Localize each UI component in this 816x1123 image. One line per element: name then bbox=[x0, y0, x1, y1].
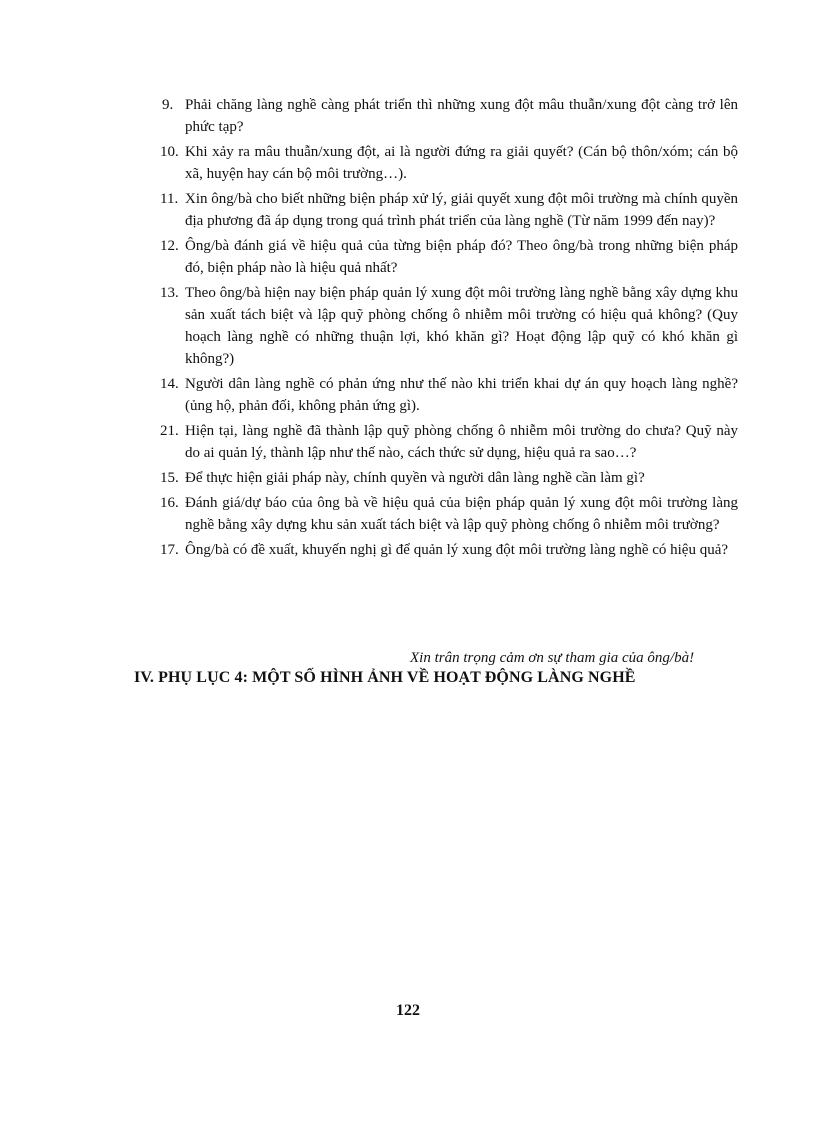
closing-thanks: Xin trân trọng cảm ơn sự tham gia của ông/bà! bbox=[410, 650, 695, 666]
question-text: Khi xảy ra mâu thuẫn/xung đột, ai là người đứng ra giải quyết? (Cán bộ thôn/xóm; cán bộ xã, huyện hay cán bộ môi trường…). bbox=[185, 144, 738, 182]
question-number: 10. bbox=[160, 144, 179, 160]
question-text: Xin ông/bà cho biết những biện pháp xử lý, giải quyết xung đột môi trường mà chính quyền địa phương đã áp dụng trong quá trình phát triển của làng nghề (Từ năm 1999 đến nay)? bbox=[185, 191, 738, 229]
question-text: Người dân làng nghề có phản ứng như thế nào khi triển khai dự án quy hoạch làng nghề? (ủng hộ, phản đối, không phản ứng gì). bbox=[185, 376, 738, 414]
question-number: 12. bbox=[160, 238, 179, 254]
question-item bbox=[160, 188, 738, 232]
question-number: 11. bbox=[160, 191, 179, 207]
question-text: Phải chăng làng nghề càng phát triển thì những xung đột mâu thuẫn/xung đột càng trở lên phức tạp? bbox=[185, 97, 738, 135]
question-item bbox=[160, 235, 738, 279]
question-item bbox=[160, 420, 738, 464]
question-number: 17. bbox=[160, 542, 179, 558]
question-item bbox=[160, 373, 738, 417]
page-number: 122 bbox=[396, 1002, 420, 1019]
question-text: Hiện tại, làng nghề đã thành lập quỹ phòng chống ô nhiễm môi trường do chưa? Quỹ này do ai quản lý, thành lập như thế nào, cách thức sử dụng, hiệu quả ra sao…? bbox=[185, 423, 738, 461]
question-number: 14. bbox=[160, 376, 179, 392]
question-text: Theo ông/bà hiện nay biện pháp quản lý xung đột môi trường làng nghề bằng xây dựng khu sản xuất tách biệt và lập quỹ phòng chống ô nhiễm môi trường có hiệu quả không? (Quy hoạch làng nghề có những thuận lợi, khó khăn gì? Hoạt động lập quỹ có khó khăn gì không?) bbox=[185, 285, 738, 367]
question-list bbox=[160, 94, 738, 564]
question-text: Ông/bà có đề xuất, khuyến nghị gì để quản lý xung đột môi trường làng nghề có hiệu quả? bbox=[185, 542, 729, 558]
question-text: Đánh giá/dự báo của ông bà về hiệu quả của biện pháp quản lý xung đột môi trường làng nghề bằng xây dựng khu sản xuất tách biệt và lập quỹ phòng chống ô nhiễm môi trường? bbox=[185, 495, 738, 533]
question-number: 9. bbox=[162, 97, 174, 113]
question-item bbox=[160, 492, 738, 536]
question-text: Ông/bà đánh giá về hiệu quả của từng biện pháp đó? Theo ông/bà trong những biện pháp đó, biện pháp nào là hiệu quả nhất? bbox=[185, 238, 738, 276]
question-text: Để thực hiện giải pháp này, chính quyền và người dân làng nghề cần làm gì? bbox=[185, 470, 645, 486]
question-item bbox=[160, 467, 738, 489]
question-item bbox=[160, 282, 738, 370]
question-number: 16. bbox=[160, 495, 179, 511]
question-item bbox=[160, 94, 738, 138]
appendix-heading: IV. PHỤ LỤC 4: MỘT SỐ HÌNH ẢNH VỀ HOẠT ĐỘNG LÀNG NGHỀ bbox=[134, 669, 636, 686]
question-number: 13. bbox=[160, 285, 179, 301]
question-item bbox=[160, 539, 738, 561]
question-item bbox=[160, 141, 738, 185]
question-number: 15. bbox=[160, 470, 179, 486]
question-number: 21. bbox=[160, 423, 179, 439]
